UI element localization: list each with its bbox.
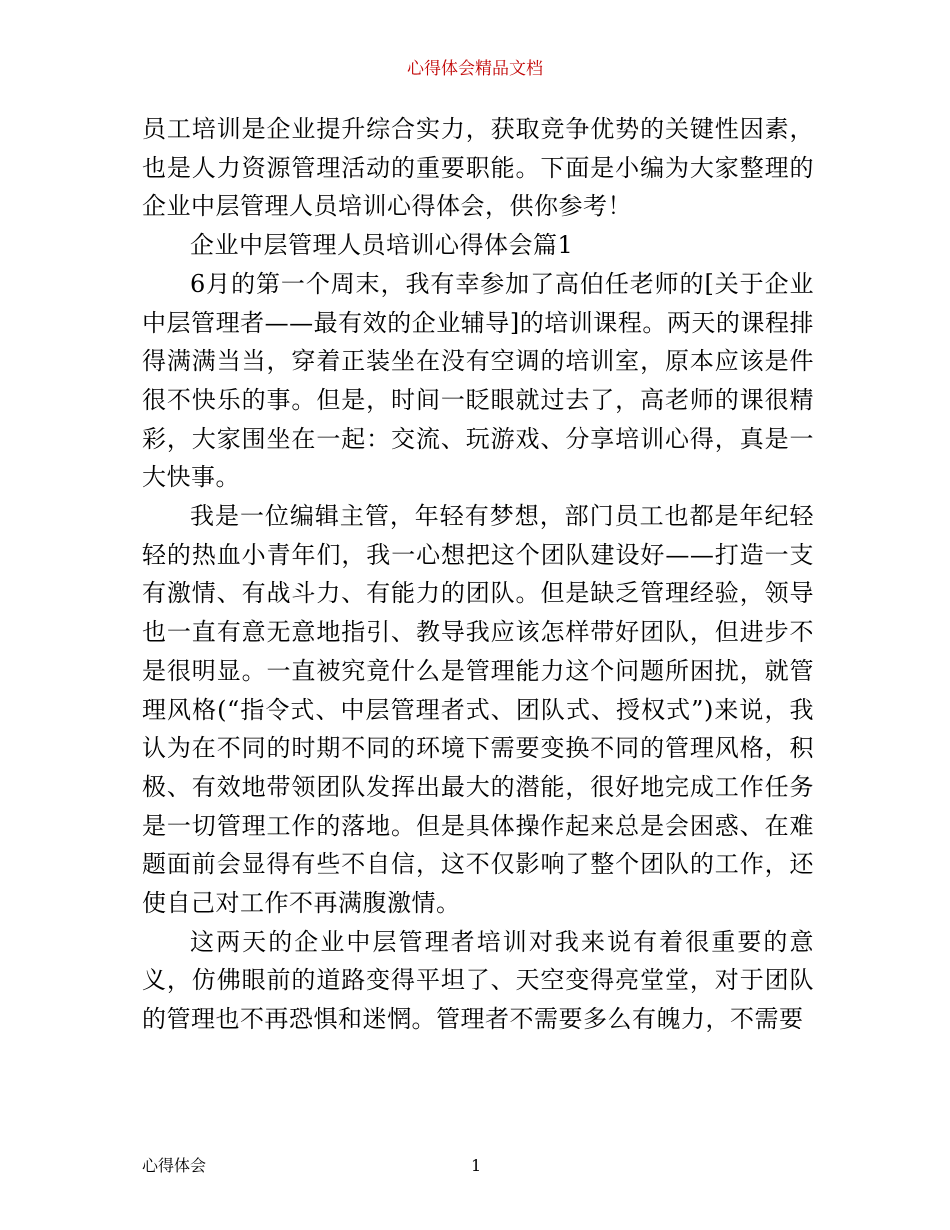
page-number: 1 [471, 1156, 482, 1175]
document-body [142, 110, 814, 1039]
body-paragraph-3: 这两天的企业中层管理者培训对我来说有着很重要的意义，仿佛眼前的道路变得平坦了、天空变得亮堂堂，对于团队的管理也不再恐惧和迷惘。管理者不需要多么有魄力，不需要 [142, 927, 814, 1034]
body-paragraph-2: 我是一位编辑主管，年轻有梦想，部门员工也都是年纪轻轻的热血小青年们，我一心想把这个团队建设好——打造一支有激情、有战斗力、有能力的团队。但是缺乏管理经验，领导也一直有意无意地指引、教导我应该怎样带好团队，但进步不是很明显。一直被究竟什么是管理能力这个问题所困扰，就管理风格(“指令式、中层管理者式、团队式、授权式”)来说，我认为在不同的时期不同的环境下需要变换不同的管理风格，积极、有效地带领团队发挥出最大的潜能，很好地完成工作任务是一切管理工作的落地。但是具体操作起来总是会困惑、在难题面前会显得有些不自信，这不仅影响了整个团队的工作，还使自己对工作不再满腹激情。 [142, 502, 814, 918]
page-header-title: 心得体会精品文档 [407, 59, 543, 79]
footer-label: 心得体会 [142, 1156, 207, 1175]
body-paragraph-1: 6月的第一个周末，我有幸参加了高伯任老师的[关于企业中层管理者——最有效的企业辅导]的培训课程。两天的课程排得满满当当，穿着正装坐在没有空调的培训室，原本应该是件很不快乐的事。但是，时间一眨眼就过去了，高老师的课很精彩，大家围坐在一起：交流、玩游戏、分享培训心得，真是一大快事。 [142, 269, 814, 492]
intro-paragraph: 员工培训是企业提升综合实力，获取竞争优势的关键性因素，也是人力资源管理活动的重要职能。下面是小编为大家整理的企业中层管理人员培训心得体会，供你参考！ [142, 115, 814, 221]
section-heading: 企业中层管理人员培训心得体会篇1 [190, 231, 574, 260]
